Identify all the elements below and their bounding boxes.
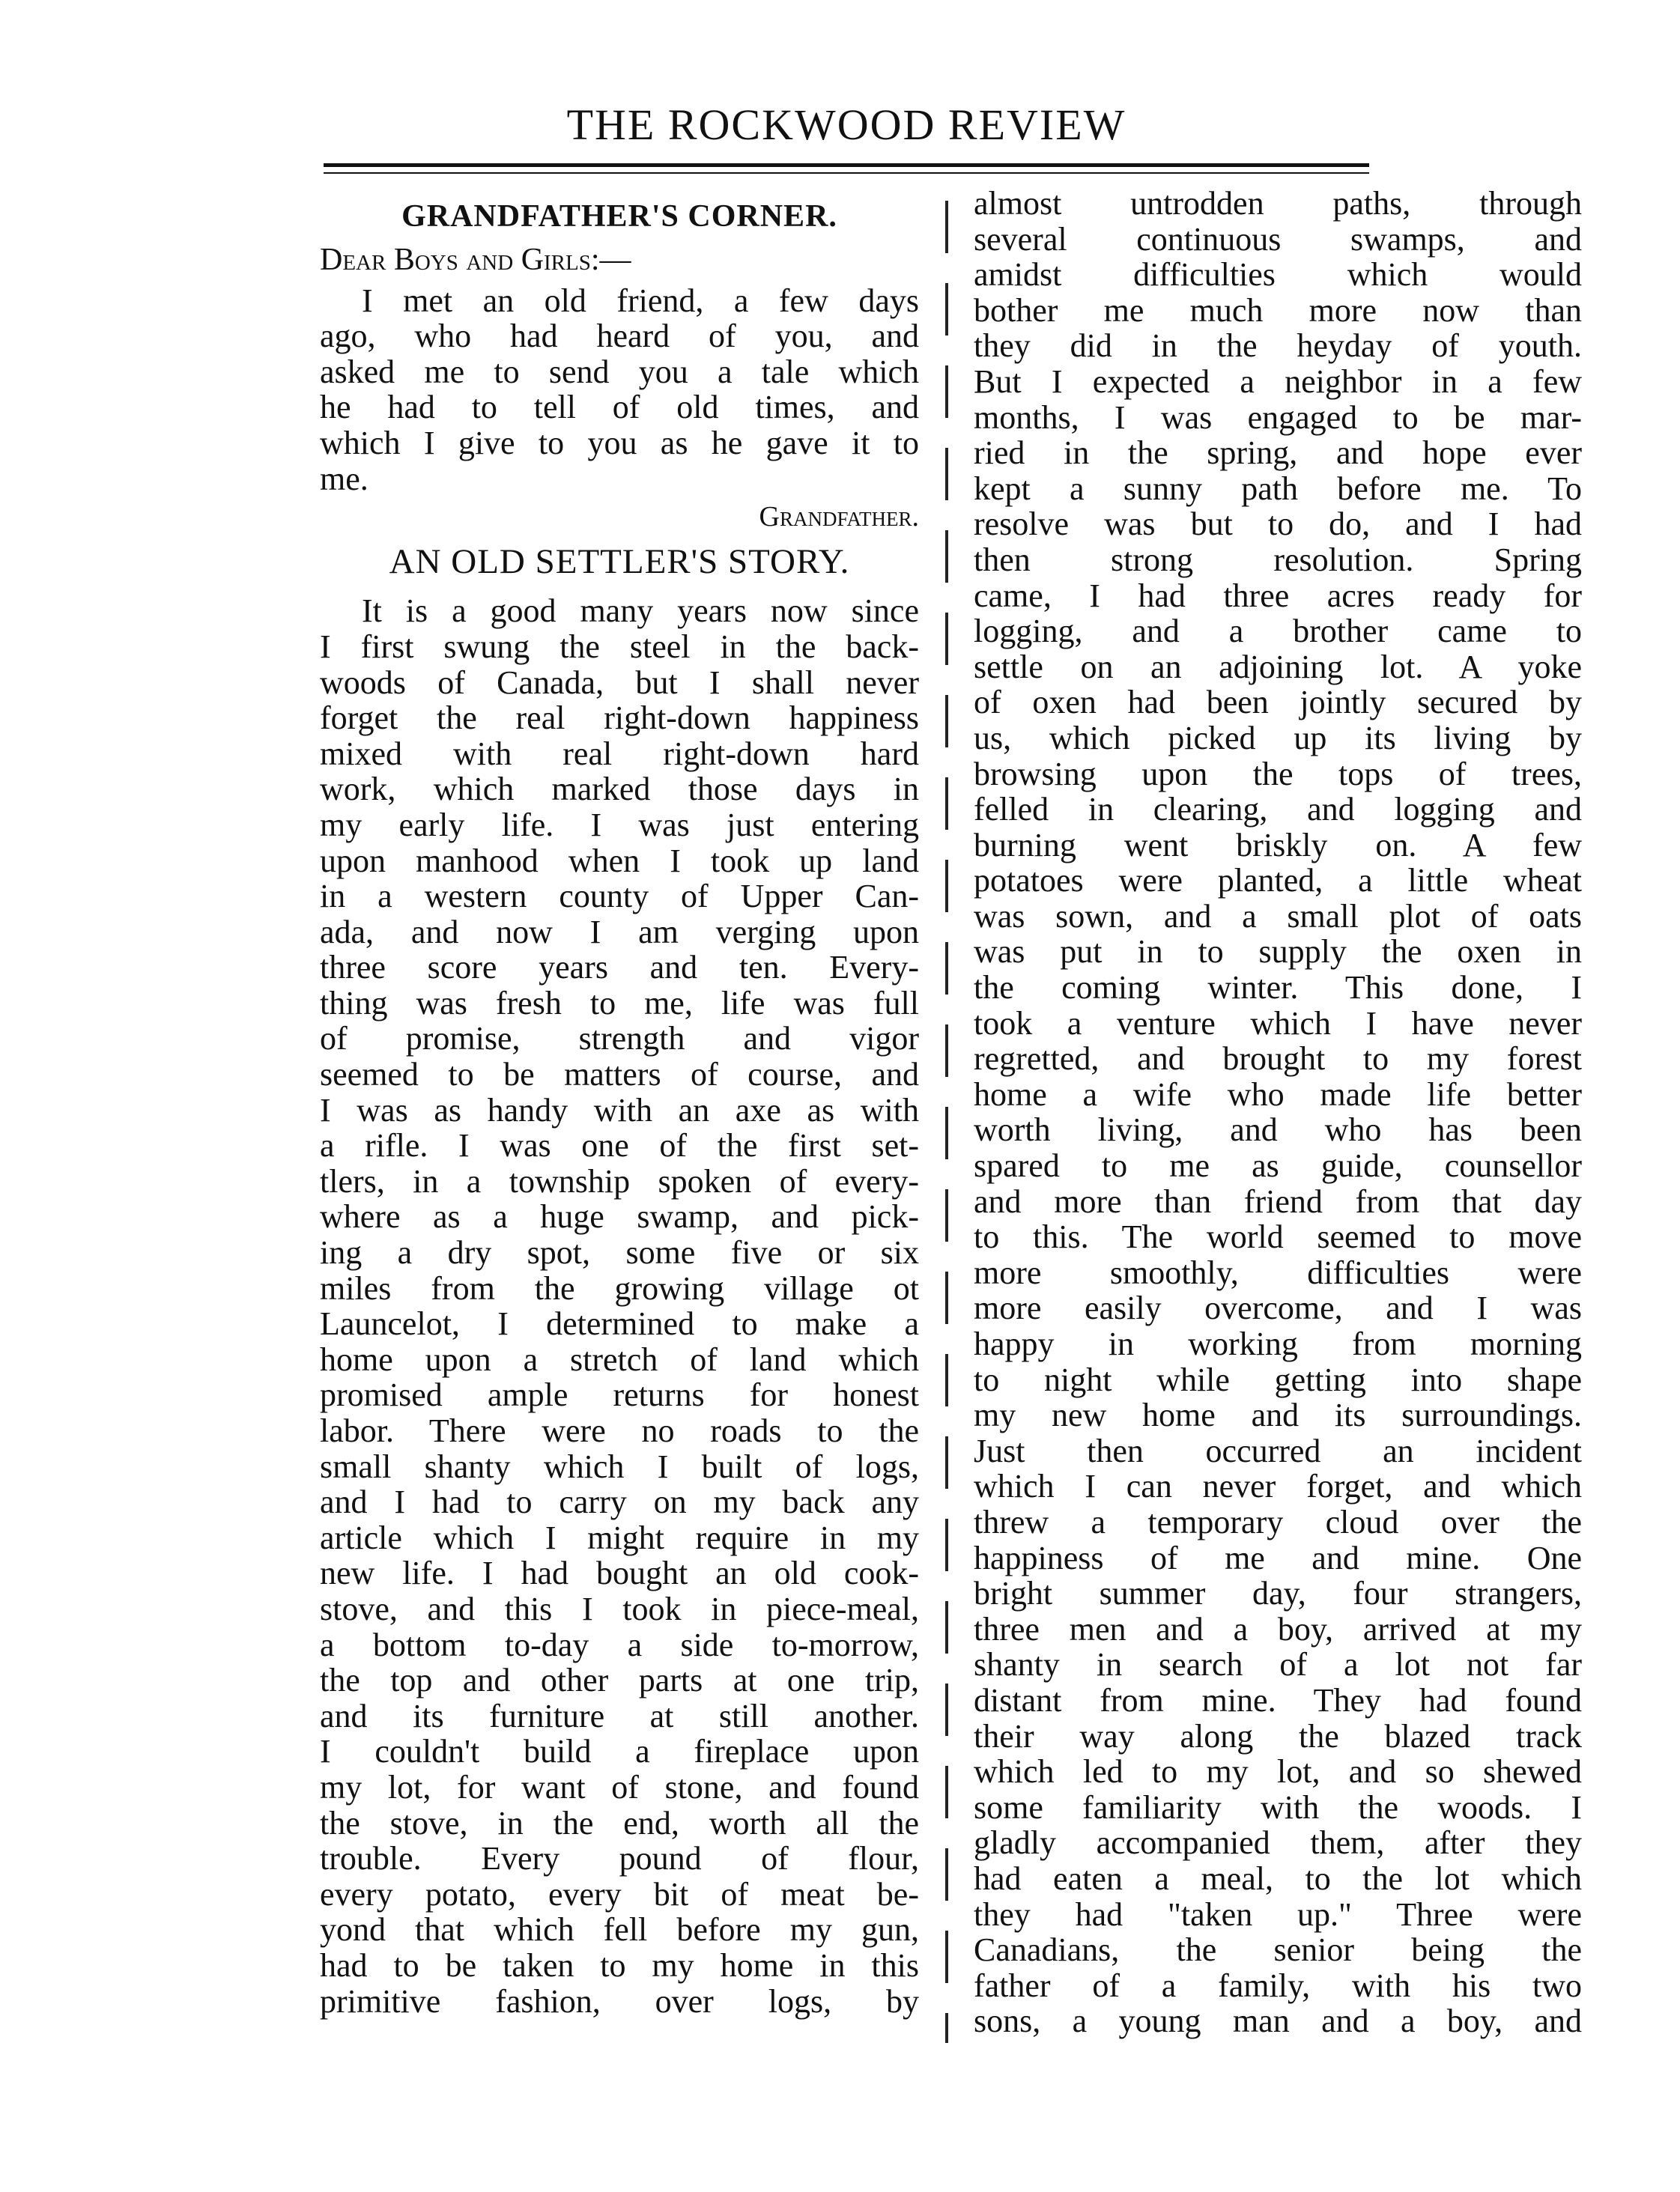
text-line: months, I was engaged to be mar- xyxy=(974,398,1582,436)
text-line: us, which picked up its living by xyxy=(974,719,1582,756)
text-line: Canadians, the senior being the xyxy=(974,1931,1582,1969)
text-line: ago, who had heard of you, and xyxy=(320,318,919,355)
text-line: sons, a young man and a boy, and xyxy=(974,2003,1582,2040)
text-line: labor. There were no roads to the xyxy=(320,1412,919,1449)
text-line: Just then occurred an incident xyxy=(974,1432,1582,1469)
text-line: article which I might require in my xyxy=(320,1519,919,1556)
text-line: settle on an adjoining lot. A yoke xyxy=(974,648,1582,685)
story-title: AN OLD SETTLER'S STORY. xyxy=(389,541,850,581)
text-line: a bottom to-day a side to-morrow, xyxy=(320,1626,919,1663)
text-line: the top and other parts at one trip, xyxy=(320,1662,919,1699)
text-line: every potato, every bit of meat be- xyxy=(320,1875,919,1913)
text-line: some familiarity with the woods. I xyxy=(974,1788,1582,1826)
text-line: new life. I had bought an old cook- xyxy=(320,1555,919,1592)
text-line: they did in the heyday of youth. xyxy=(974,327,1582,365)
signature: Grandfather. xyxy=(759,501,919,533)
text-line: kept a sunny path before me. To xyxy=(974,470,1582,507)
text-line: and I had to carry on my back any xyxy=(320,1484,919,1521)
text-line: home a wife who made life better xyxy=(974,1075,1582,1113)
text-line: my new home and its surroundings. xyxy=(974,1397,1582,1434)
corner-heading: GRANDFATHER'S CORNER. xyxy=(401,199,837,234)
text-line: felled in clearing, and logging and xyxy=(974,791,1582,828)
text-line: more easily overcome, and I was xyxy=(974,1290,1582,1327)
text-line: to this. The world seemed to move xyxy=(974,1218,1582,1256)
text-line: had to be taken to my home in this xyxy=(320,1946,919,1984)
text-line: which I give to you as he gave it to xyxy=(320,424,919,461)
text-line: ing a dry spot, some five or six xyxy=(320,1234,919,1272)
text-line: several continuous swamps, and xyxy=(974,220,1582,258)
text-line: was sown, and a small plot of oats xyxy=(974,897,1582,935)
text-line: which led to my lot, and so shewed xyxy=(974,1753,1582,1791)
right-column xyxy=(974,186,1582,2039)
text-line: their way along the blazed track xyxy=(974,1717,1582,1755)
text-line: trouble. Every pound of flour, xyxy=(320,1840,919,1877)
text-line: gladly accompanied them, after they xyxy=(974,1824,1582,1862)
text-line: woods of Canada, but I shall never xyxy=(320,664,919,701)
text-line: was put in to supply the oxen in xyxy=(974,933,1582,971)
text-line: yond that which fell before my gun, xyxy=(320,1911,919,1949)
text-line: happiness of me and mine. One xyxy=(974,1539,1582,1576)
masthead-rule-thick xyxy=(324,163,1369,167)
text-line: he had to tell of old times, and xyxy=(320,389,919,426)
text-line: But I expected a neighbor in a few xyxy=(974,362,1582,400)
text-line: tlers, in a township spoken of every- xyxy=(320,1162,919,1200)
text-line: and its furniture at still another. xyxy=(320,1697,919,1734)
text-line: asked me to send you a tale which xyxy=(320,353,919,390)
text-line: happy in working from morning xyxy=(974,1326,1582,1362)
text-line: browsing upon the tops of trees, xyxy=(974,755,1582,792)
text-line: burning went briskly on. A few xyxy=(974,826,1582,863)
text-line: Launcelot, I determined to make a xyxy=(320,1305,919,1343)
text-line: to night while getting into shape xyxy=(974,1361,1582,1398)
text-line: regretted, and brought to my forest xyxy=(974,1040,1582,1078)
text-line: seemed to be matters of course, and xyxy=(320,1056,919,1093)
text-line: of promise, strength and vigor xyxy=(320,1020,919,1057)
text-line: the stove, in the end, worth all the xyxy=(320,1804,919,1842)
story-text-right xyxy=(974,186,1582,2039)
text-line: had eaten a meal, to the lot which xyxy=(974,1859,1582,1897)
text-line: I first swung the steel in the back- xyxy=(320,628,919,665)
text-line: I couldn't build a fireplace upon xyxy=(320,1733,919,1770)
text-line: father of a family, with his two xyxy=(974,1967,1582,2004)
text-line: home upon a stretch of land which xyxy=(320,1341,919,1378)
text-line: primitive fashion, over logs, by xyxy=(320,1982,919,2020)
text-line: forget the real right-down happiness xyxy=(320,699,919,737)
text-line: which I can never forget, and which xyxy=(974,1468,1582,1505)
text-line: small shanty which I built of logs, xyxy=(320,1448,919,1485)
text-line: stove, and this I took in piece-meal, xyxy=(320,1590,919,1627)
text-line: I was as handy with an axe as with xyxy=(320,1091,919,1129)
text-line: ried in the spring, and hope ever xyxy=(974,434,1582,472)
text-line: promised ample returns for honest xyxy=(320,1376,919,1414)
text-line: the coming winter. This done, I xyxy=(974,969,1582,1007)
text-line: me. xyxy=(320,460,369,497)
corner-letter xyxy=(320,283,919,497)
text-line: It is a good many years now since xyxy=(362,592,919,630)
masthead-rule-thin xyxy=(324,172,1369,174)
text-line: I met an old friend, a few days xyxy=(362,282,919,319)
text-line: mixed with real right-down hard xyxy=(320,735,919,772)
column-divider xyxy=(945,201,948,2043)
text-line: threw a temporary cloud over the xyxy=(974,1503,1582,1540)
text-line: spared to me as guide, counsellor xyxy=(974,1147,1582,1185)
text-line: resolve was but to do, and I had xyxy=(974,506,1582,543)
text-line: shanty in search of a lot not far xyxy=(974,1646,1582,1684)
text-line: logging, and a brother came to xyxy=(974,613,1582,650)
story-text-left xyxy=(320,593,919,2019)
text-line: my early life. I was just entering xyxy=(320,806,919,843)
text-line: ada, and now I am verging upon xyxy=(320,913,919,950)
text-line: in a western county of Upper Can- xyxy=(320,878,919,915)
masthead-title: THE ROCKWOOD REVIEW xyxy=(566,100,1126,149)
text-line: took a venture which I have never xyxy=(974,1004,1582,1042)
text-line: miles from the growing village ot xyxy=(320,1269,919,1307)
text-line: thing was fresh to me, life was full xyxy=(320,984,919,1021)
text-line: came, I had three acres ready for xyxy=(974,577,1582,614)
text-line: more smoothly, difficulties were xyxy=(974,1254,1582,1291)
left-column xyxy=(320,193,919,2019)
text-line: of oxen had been jointly secured by xyxy=(974,684,1582,721)
text-line: distant from mine. They had found xyxy=(974,1681,1582,1719)
text-line: three score years and ten. Every- xyxy=(320,949,919,986)
text-line: upon manhood when I took up land xyxy=(320,842,919,879)
salutation: Dear Boys and Girls:— xyxy=(320,243,631,277)
text-line: bother me much more now than xyxy=(974,291,1582,329)
text-line: amidst difficulties which would xyxy=(974,256,1582,294)
text-line: then strong resolution. Spring xyxy=(974,541,1582,578)
text-line: almost untrodden paths, through xyxy=(974,185,1582,222)
text-line: bright summer day, four strangers, xyxy=(974,1575,1582,1612)
text-line: potatoes were planted, a little wheat xyxy=(974,862,1582,899)
text-line: and more than friend from that day xyxy=(974,1182,1582,1220)
text-line: three men and a boy, arrived at my xyxy=(974,1610,1582,1648)
text-line: they had "taken up." Three were xyxy=(974,1895,1582,1933)
text-line: where as a huge swamp, and pick- xyxy=(320,1198,919,1236)
text-line: work, which marked those days in xyxy=(320,771,919,808)
text-line: worth living, and who has been xyxy=(974,1111,1582,1149)
text-line: my lot, for want of stone, and found xyxy=(320,1768,919,1806)
text-line: a rifle. I was one of the first set- xyxy=(320,1127,919,1165)
